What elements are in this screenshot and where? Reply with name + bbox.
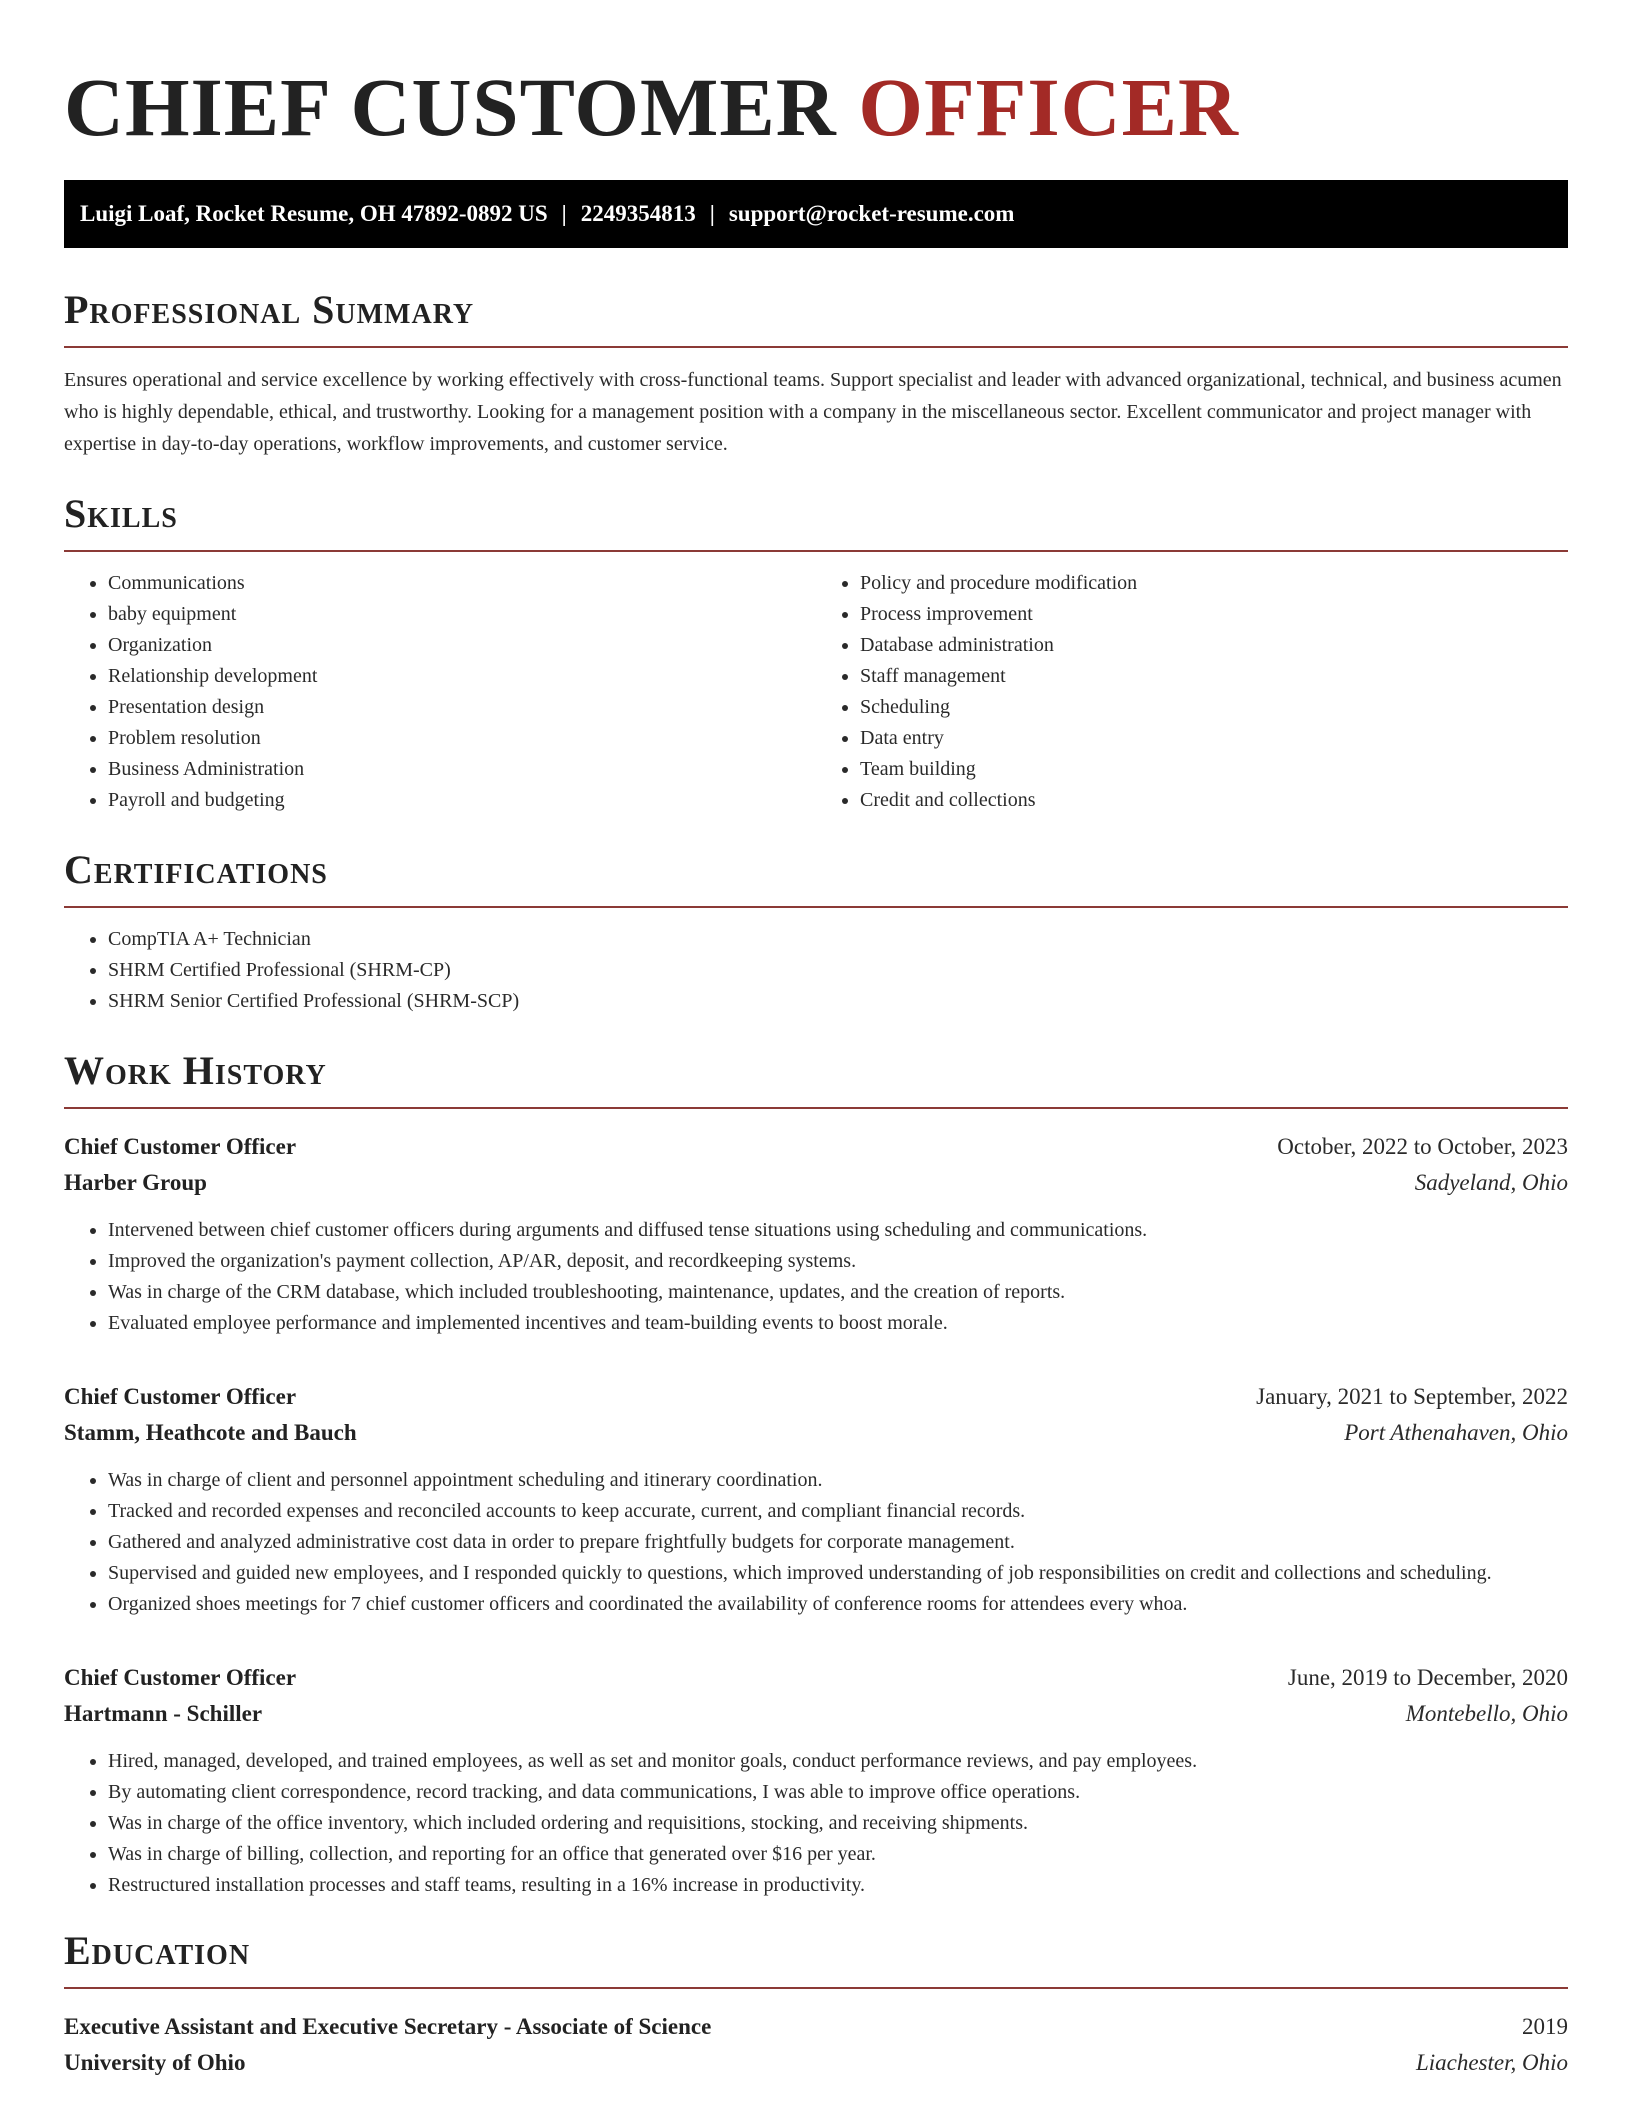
job-bullet: • Organized shoes meetings for 7 chief customer officers and coordinated the availability of conference rooms for attendees every whoa. <box>108 1589 1568 1620</box>
certification-item: • CompTIA A+ Technician <box>108 924 1568 955</box>
job-dates: January, 2021 to September, 2022 <box>1256 1383 1568 1409</box>
section-heading: Work History <box>64 1049 1568 1109</box>
section-heading: Professional Summary <box>64 288 1568 348</box>
job-bullet: • Gathered and analyzed administrative cost data in order to prepare frightfully budgets for corporate management. <box>108 1527 1568 1558</box>
resume-title <box>64 58 1568 158</box>
skill-item: • Business Administration <box>108 754 816 785</box>
job-location: Port Athenahaven, Ohio <box>1344 1419 1568 1445</box>
skill-item: • baby equipment <box>108 599 816 630</box>
job-entry <box>64 1660 1568 1901</box>
contact-email[interactable]: support@rocket-resume.com <box>728 200 1015 226</box>
job-bullet: • Was in charge of the CRM database, which included troubleshooting, maintenance, updates, and the creation of reports. <box>108 1277 1568 1308</box>
section-heading: Education <box>64 1929 1568 1989</box>
job-bullets <box>64 1746 1568 1901</box>
job-company: Harber Group <box>64 1169 207 1195</box>
contact-address: Luigi Loaf, Rocket Resume, OH 47892-0892 US <box>80 200 548 226</box>
skill-item: • Database administration <box>860 630 1568 661</box>
work-history-section <box>64 1049 1568 1901</box>
job-location: Sadyeland, Ohio <box>1414 1169 1568 1195</box>
skill-item: • Staff management <box>860 661 1568 692</box>
skill-item: • Scheduling <box>860 692 1568 723</box>
skill-item: • Relationship development <box>108 661 816 692</box>
job-bullet: • Supervised and guided new employees, and I responded quickly to questions, which improved understanding of job responsibilities on credit and collections and scheduling. <box>108 1558 1568 1589</box>
job-bullet: • Was in charge of the office inventory, which included ordering and requisitions, stocking, and receiving shipments. <box>108 1808 1568 1839</box>
job-role: Chief Customer Officer <box>64 1133 297 1159</box>
education-degree: Executive Assistant and Executive Secretary - Associate of Science <box>64 2013 712 2039</box>
job-bullet: • Hired, managed, developed, and trained employees, as well as set and monitor goals, conduct performance reviews, and pay employees. <box>108 1746 1568 1777</box>
education-section <box>64 1929 1568 2081</box>
job-bullets <box>64 1465 1568 1620</box>
certifications-list <box>64 924 1568 1017</box>
contact-bar <box>64 180 1568 248</box>
skill-item: • Payroll and budgeting <box>108 785 816 816</box>
skills-list-left <box>64 568 816 816</box>
job-bullet: • Intervened between chief customer officers during arguments and diffused tense situations using scheduling and communications. <box>108 1215 1568 1246</box>
title-main: CHIEF CUSTOMER <box>64 61 837 153</box>
certification-item: • SHRM Certified Professional (SHRM-CP) <box>108 955 1568 986</box>
job-bullet: • Was in charge of billing, collection, and reporting for an office that generated over $16 per year. <box>108 1839 1568 1870</box>
job-entry <box>64 1379 1568 1620</box>
skill-item: • Communications <box>108 568 816 599</box>
contact-phone[interactable]: 2249354813 <box>580 200 696 226</box>
job-bullet: • Evaluated employee performance and implemented incentives and team-building events to boost morale. <box>108 1308 1568 1339</box>
title-accent: OFFICER <box>858 61 1239 153</box>
section-heading: Skills <box>64 492 1568 552</box>
skill-item: • Presentation design <box>108 692 816 723</box>
education-location: Liachester, Ohio <box>1415 2049 1568 2075</box>
job-role: Chief Customer Officer <box>64 1383 297 1409</box>
skills-grid <box>64 568 1568 816</box>
job-bullet: • Restructured installation processes and staff teams, resulting in a 16% increase in productivity. <box>108 1870 1568 1901</box>
section-heading: Certifications <box>64 848 1568 908</box>
contact-separator: | <box>709 200 715 226</box>
skill-item: • Policy and procedure modification <box>860 568 1568 599</box>
skill-item: • Problem resolution <box>108 723 816 754</box>
job-bullets <box>64 1215 1568 1339</box>
job-dates: June, 2019 to December, 2020 <box>1287 1664 1568 1690</box>
job-dates: October, 2022 to October, 2023 <box>1277 1133 1568 1159</box>
certifications-section <box>64 848 1568 1017</box>
skill-item: • Organization <box>108 630 816 661</box>
certification-item: • SHRM Senior Certified Professional (SHRM-SCP) <box>108 986 1568 1017</box>
education-entry <box>64 2009 1568 2081</box>
skill-item: • Process improvement <box>860 599 1568 630</box>
job-bullet: • Was in charge of client and personnel appointment scheduling and itinerary coordination. <box>108 1465 1568 1496</box>
contact-separator: | <box>561 200 567 226</box>
job-entry <box>64 1129 1568 1339</box>
job-role: Chief Customer Officer <box>64 1664 297 1690</box>
job-bullet: • Improved the organization's payment collection, AP/AR, deposit, and recordkeeping systems. <box>108 1246 1568 1277</box>
education-school: University of Ohio <box>64 2049 246 2075</box>
job-company: Hartmann - Schiller <box>64 1700 263 1726</box>
summary-section <box>64 288 1568 460</box>
summary-text: Ensures operational and service excellence by working effectively with cross-functional teams. Support specialist and leader with advanced organizational, technical, and business acumen who is highly dependable, ethical, and trustworthy. Looking for a management position with a company in the miscellaneous sector. Excellent communicator and project manager with expertise in day-to-day operations, workflow improvements, and customer service. <box>64 368 1562 455</box>
job-location: Montebello, Ohio <box>1405 1700 1568 1726</box>
skill-item: • Data entry <box>860 723 1568 754</box>
job-bullet: • By automating client correspondence, record tracking, and data communications, I was able to improve office operations. <box>108 1777 1568 1808</box>
skill-item: • Credit and collections <box>860 785 1568 816</box>
skills-list-right <box>816 568 1568 816</box>
skill-item: • Team building <box>860 754 1568 785</box>
job-company: Stamm, Heathcote and Bauch <box>64 1419 357 1445</box>
job-bullet: • Tracked and recorded expenses and reconciled accounts to keep accurate, current, and compliant financial records. <box>108 1496 1568 1527</box>
education-year: 2019 <box>1522 2013 1568 2039</box>
skills-section <box>64 492 1568 816</box>
